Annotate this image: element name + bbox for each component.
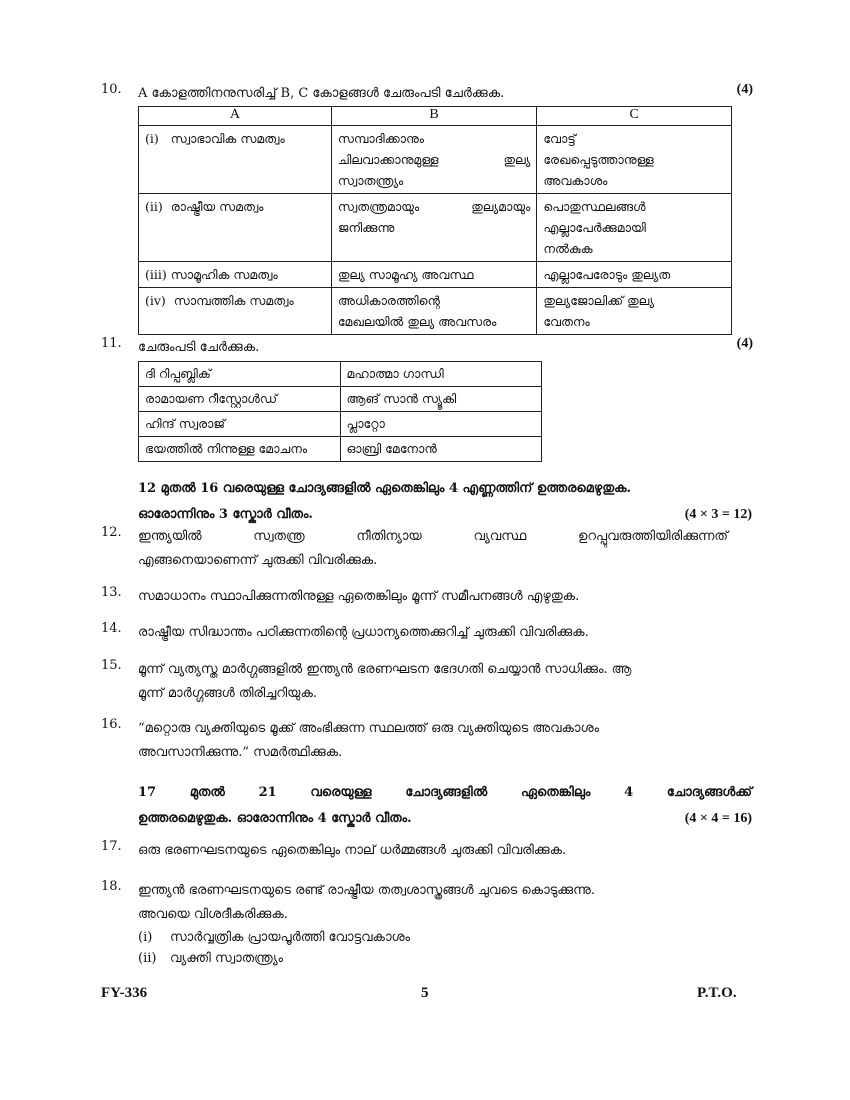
cell-line: എല്ലാപേർക്കുമായി — [543, 220, 646, 235]
table-header-row — [139, 107, 732, 126]
table-cell: ഓബ്രി മേനോൻ — [340, 437, 542, 462]
column-header-a: A — [139, 107, 332, 126]
table-row — [139, 288, 732, 335]
cell-line: നൽകുക — [543, 241, 593, 256]
question-text: ഒരു ഭരണഘടനയുടെ ഏതെങ്കിലും നാല് ധർമ്മങ്ങൾ ചുരുക്കി വിവരിക്കുക. — [138, 843, 567, 858]
cell-line: പൊതുസ്ഥലങ്ങൾ — [543, 199, 646, 214]
question-number: 11. — [101, 336, 122, 351]
table-row — [139, 387, 542, 412]
cell-a: (ii) രാഷ്ട്രീയ സമത്വം — [139, 194, 332, 262]
column-header-c: C — [537, 107, 732, 126]
question-text — [138, 717, 753, 765]
question-number: 14. — [101, 621, 122, 636]
table-cell: ഹിന്ദ് സ്വരാജ് — [139, 412, 341, 437]
question-line: ഇന്ത്യയിൽ സ്വതന്ത്ര നീതിന്യായ വ്യവസ്ഥ ഉറപ്പുവരുത്തിയിരിക്കുന്നത് — [138, 529, 728, 544]
question-14 — [101, 621, 753, 645]
question-line: മൂന്ന് മാർഗ്ഗങ്ങൾ തിരിച്ചറിയുക. — [138, 686, 318, 701]
question-13 — [101, 585, 753, 609]
table-cell: ദി റിപ്പബ്ലിക് — [139, 362, 341, 387]
question-number: 10. — [101, 82, 122, 97]
question-10 — [101, 82, 753, 106]
question-text — [138, 658, 753, 706]
table-row — [139, 412, 542, 437]
cell-line: അവകാശം — [543, 173, 608, 188]
cell-a: (iv) സാമ്പത്തിക സമത്വം — [139, 288, 332, 335]
instruction-line: 17 മുതൽ 21 വരെയുള്ള ചോദ്യങ്ങളിൽ ഏതെങ്കിലും 4 ചോദ്യങ്ങൾക്ക് — [138, 785, 752, 800]
table-cell: മഹാത്മാ ഗാന്ധി — [340, 362, 542, 387]
question-number: 16. — [101, 717, 122, 732]
cell-c — [537, 288, 732, 335]
cell-b — [331, 194, 537, 262]
instruction-line: 12 മുതൽ 16 വരെയുള്ള ചോദ്യങ്ങളിൽ ഏതെങ്കിലും 4 എണ്ണത്തിന് ഉത്തരമെഴുതുക. — [138, 481, 632, 496]
question-17 — [101, 839, 753, 863]
table-row — [139, 194, 732, 262]
match-table — [138, 361, 542, 462]
marks: (4) — [736, 82, 753, 97]
question-line: അവയെ വിശദീകരിക്കുക. — [138, 907, 288, 922]
cell-line: രേഖപ്പെടുത്താനുള്ള — [543, 152, 654, 167]
section-instruction — [138, 476, 752, 528]
cell-line: അധികാരത്തിന്റെ — [337, 293, 440, 308]
question-number: 17. — [101, 839, 122, 854]
table-row — [139, 126, 732, 194]
cell-line: സമ്പാദിക്കാനും — [337, 131, 425, 146]
match-table-abc — [138, 106, 732, 335]
question-number: 12. — [101, 525, 122, 540]
cell-line: സ്വതന്ത്രമായും തുല്യമായും — [337, 199, 531, 214]
question-12 — [101, 525, 753, 573]
sub-item-number: (ii) — [138, 951, 157, 966]
sub-item-text: വ്യക്തി സ്വാതന്ത്ര്യം — [170, 951, 284, 966]
sub-item — [138, 947, 698, 971]
page-number: 5 — [421, 985, 429, 1001]
question-16 — [101, 717, 753, 765]
table-row — [139, 437, 542, 462]
table-cell: പ്ലാറ്റോ — [340, 412, 542, 437]
question-number: 15. — [101, 658, 122, 673]
question-text: ചേരുംപടി ചേർക്കുക. — [138, 340, 260, 355]
cell-line: തുല്യ സാമൂഹ്യ അവസ്ഥ — [337, 267, 474, 282]
cell-line: വോട്ട് — [543, 131, 576, 146]
question-number: 18. — [101, 879, 122, 894]
table-row — [139, 262, 732, 288]
table-cell: രാമായണ റീസ്റ്റോൾഡ് — [139, 387, 341, 412]
question-line: അവസാനിക്കുന്നു.” സമർത്ഥിക്കുക. — [138, 745, 343, 760]
section-marks: (4 × 3 = 12) — [684, 507, 752, 522]
instruction-line: ഓരോന്നിനും 3 സ്കോർ വീതം. — [138, 507, 313, 522]
column-header-b: B — [331, 107, 537, 126]
cell-line: മേഖലയിൽ തുല്യ അവസരം — [337, 314, 497, 329]
sub-item-text: സാർവ്വത്രിക പ്രായപൂർത്തി വോട്ടവകാശം — [170, 930, 411, 945]
cell-b — [331, 262, 537, 288]
question-text: A കോളത്തിനനുസരിച്ച് B, C കോളങ്ങൾ ചേരുംപടി ചേർക്കുക. — [138, 86, 505, 101]
question-number: 13. — [101, 585, 122, 600]
sub-item-number: (i) — [138, 930, 153, 945]
question-line: എങ്ങനെയാണെന്ന് ചുരുക്കി വിവരിക്കുക. — [138, 553, 378, 568]
cell-b — [331, 126, 537, 194]
table-cell: ആങ് സാൻ സ്യൂകി — [340, 387, 542, 412]
cell-c — [537, 194, 732, 262]
question-line: ഇന്ത്യൻ ഭരണഘടനയുടെ രണ്ട് രാഷ്ട്രീയ തത്വശാസ്ത്രങ്ങൾ ചുവടെ കൊടുക്കുന്നു. — [138, 883, 595, 898]
table-row — [139, 362, 542, 387]
cell-c — [537, 126, 732, 194]
cell-line: സ്വാതന്ത്ര്യം — [337, 173, 404, 188]
exam-code: FY-336 — [101, 985, 148, 1001]
cell-line: ജനിക്കുന്നു — [337, 220, 395, 235]
question-line: “മറ്റൊരു വ്യക്തിയുടെ മൂക്ക് അംഭിക്കുന്ന സ്ഥലത്ത് ഒരു വ്യക്തിയുടെ അവകാശം — [138, 721, 600, 736]
question-15 — [101, 658, 753, 706]
question-text — [138, 879, 753, 927]
cell-b — [331, 288, 537, 335]
table-cell: ഭയത്തിൽ നിന്നുള്ള മോചനം — [139, 437, 341, 462]
question-line: മൂന്ന് വ്യത്യസ്ത മാർഗ്ഗങ്ങളിൽ ഇന്ത്യൻ ഭരണഘടന ഭേദഗതി ചെയ്യാൻ സാധിക്കും. ആ — [138, 662, 632, 677]
marks: (4) — [736, 336, 753, 351]
instruction-line: ഉത്തരമെഴുതുക. ഓരോന്നിനും 4 സ്കോർ വീതം. — [138, 811, 412, 826]
cell-line: വേതനം — [543, 314, 590, 329]
question-text — [138, 525, 753, 573]
pto-label: P.T.O. — [697, 985, 737, 1001]
question-text: സമാധാനം സ്ഥാപിക്കുന്നതിനുള്ള ഏതെങ്കിലും മൂന്ന് സമീപനങ്ങൾ എഴുതുക. — [138, 589, 580, 604]
section-marks: (4 × 4 = 16) — [684, 811, 752, 826]
cell-c — [537, 262, 732, 288]
section-instruction — [138, 780, 752, 832]
question-text: രാഷ്ട്രീയ സിദ്ധാന്തം പഠിക്കുന്നതിന്റെ പ്രധാന്യത്തെക്കുറിച്ച് ചുരുക്കി വിവരിക്കുക. — [138, 625, 589, 640]
cell-line: തുല്യജോലിക്ക് തുല്യ — [543, 293, 655, 308]
cell-a: (i) സ്വാഭാവിക സമത്വം — [139, 126, 332, 194]
question-11 — [101, 336, 753, 360]
cell-line: എല്ലാപേരോടും തുല്യത — [543, 267, 671, 282]
cell-line: ചിലവാക്കാനുമുള്ള തുല്യ — [337, 152, 531, 167]
question-18 — [101, 879, 753, 927]
cell-a: (iii) സാമൂഹിക സമത്വം — [139, 262, 332, 288]
